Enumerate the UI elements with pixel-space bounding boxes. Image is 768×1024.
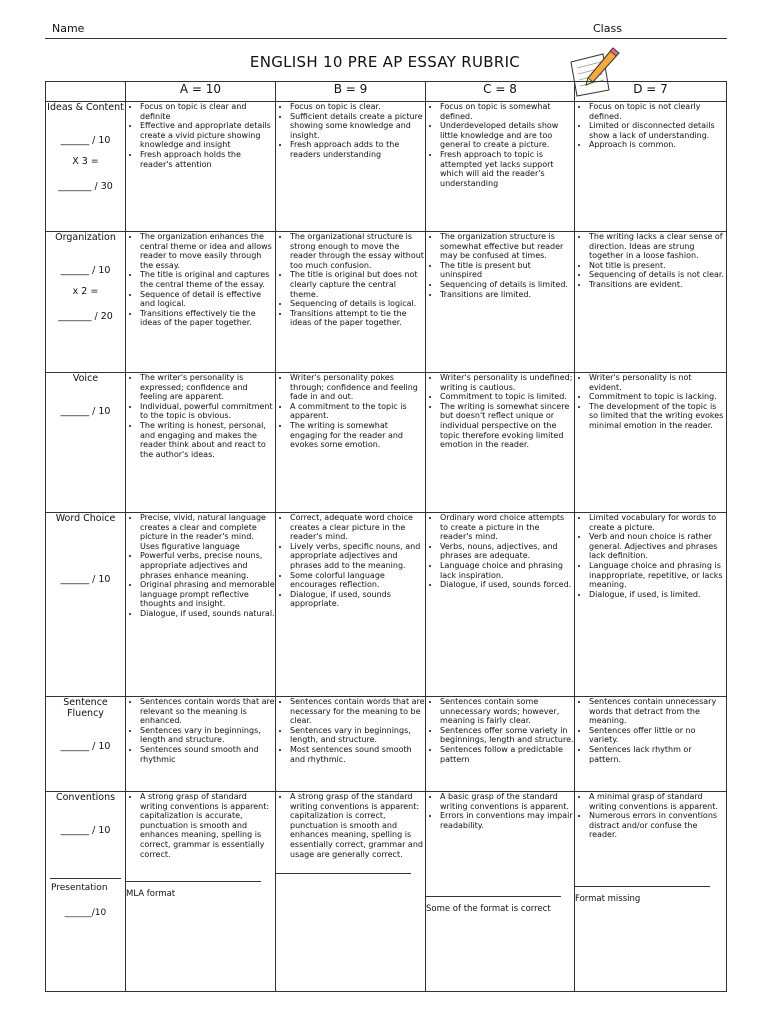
descriptor-bullet: • The development of the topic is so limited that the writing evokes minimal emotion in the reader. [589,402,726,431]
row-voice [46,373,727,513]
descriptor-bullet: • Powerful verbs, precise nouns, appropriate adjectives and phrases enhance meaning. [140,551,275,580]
descriptor-bullet: • Focus on topic is not clearly defined. [589,102,726,121]
descriptor-cell [426,373,575,513]
descriptor-bullet: • Ordinary word choice attempts to create a picture in the reader's mind. [440,513,574,542]
score-blank: ______ / 10 [60,574,111,585]
descriptor-cell [426,697,575,792]
descriptor-bullet: • Sequence of detail is effective and logical. [140,290,275,309]
descriptor-cell [575,232,727,373]
descriptor-bullet: • Fresh approach holds the reader's attention [140,150,275,169]
descriptor-bullet: • Sentences contain some unnecessary words; however, meaning is fairly clear. [440,697,574,726]
descriptor-bullet: • Transitions are evident. [589,280,726,290]
criterion-cell [46,792,126,992]
descriptor-bullet: • Sentences offer some variety in beginnings, length and structure. [440,726,574,745]
descriptor-cell [126,102,276,232]
descriptor-bullet: • A strong grasp of the standard writing conventions is apparent: capitalization is correct, punctuation is smooth and enhances meaning, spelling is essentially correct, grammar and usage are generally correct. [290,792,425,859]
score-blank: ______ / 10 [60,265,111,276]
row-organization [46,232,727,373]
descriptor-bullet: • The writer's personality is expressed; confidence and feeling are apparent. [140,373,275,402]
multiplier-label: X 3 = [72,156,99,167]
descriptor-bullet: • A commitment to the topic is apparent. [290,402,425,421]
format-rule [426,896,561,897]
descriptor-cell [276,792,426,992]
descriptor-cell [575,792,727,992]
descriptor-cell [575,102,727,232]
descriptor-bullet: • Limited vocabulary for words to create a picture. [589,513,726,532]
score-blank: ______ / 10 [60,741,111,752]
descriptor-cell [426,102,575,232]
descriptor-bullet: • Some colorful language encourages reflection. [290,571,425,590]
descriptor-bullet: • Limited or disconnected details show a lack of understanding. [589,121,726,140]
criterion-label: Voice [72,373,99,384]
descriptor-bullet: • Sentences sound smooth and rhythmic [140,745,275,764]
format-note: Format missing [575,893,641,904]
descriptor-bullet: • Sentences lack rhythm or pattern. [589,745,726,764]
descriptor-bullet: • A strong grasp of standard writing conventions is apparent: capitalization is accurate, punctuation is smooth and enhances meaning, spelling is correct, grammar is essentially correct. [140,792,275,859]
descriptor-bullet: • Individual, powerful commitment to the topic is obvious. [140,402,275,421]
descriptor-cell [126,697,276,792]
descriptor-bullet: • Precise, vivid, natural language creates a clear and complete picture in the reader's mind. Uses figurative language [140,513,275,551]
descriptor-bullet: • The title is original and captures the central theme of the essay. [140,270,275,289]
descriptor-cell [276,513,426,697]
presentation-divider [50,878,121,879]
score-blank: ______ / 10 [60,825,111,836]
rubric-table [45,81,727,992]
criterion-label: Ideas & Content [47,102,124,113]
score-blank: ______ / 10 [60,406,111,417]
descriptor-bullet: • The title is present but uninspired [440,261,574,280]
descriptor-cell [426,232,575,373]
descriptor-bullet: • Sentences contain unnecessary words that detract from the meaning. [589,697,726,726]
name-label: Name [52,22,85,35]
column-header-d: D = 7 [575,82,727,102]
descriptor-bullet: • Focus on topic is clear. [290,102,425,112]
descriptor-bullet: • Language choice and phrasing is inappropriate, repetitive, or lacks meaning. [589,561,726,590]
descriptor-cell [276,373,426,513]
presentation-label: Presentation [51,883,108,893]
descriptor-bullet: • Fresh approach to topic is attempted yet lacks support which will aid the reader's understanding [440,150,574,188]
descriptor-bullet: • Most sentences sound smooth and rhythmic. [290,745,425,764]
descriptor-bullet: • Sequencing of details is not clear. [589,270,726,280]
multiplier-label: x 2 = [72,286,99,297]
format-rule [575,886,710,887]
descriptor-bullet: • Errors in conventions may impair readability. [440,811,574,830]
descriptor-bullet: • A basic grasp of the standard writing conventions is apparent. [440,792,574,811]
descriptor-bullet: • Sequencing of details is logical. [290,299,425,309]
row-sentence-fluency [46,697,727,792]
descriptor-bullet: • Approach is common. [589,140,726,150]
descriptor-bullet: • A minimal grasp of standard writing conventions is apparent. [589,792,726,811]
column-header-a: A = 10 [126,82,276,102]
descriptor-bullet: • Focus on topic is somewhat defined. [440,102,574,121]
descriptor-bullet: • Sufficient details create a picture showing some knowledge and insight. [290,112,425,141]
presentation-score-blank: ______/10 [64,908,107,918]
criterion-label: Word Choice [55,513,116,524]
descriptor-cell [276,697,426,792]
descriptor-bullet: • Correct, adequate word choice creates a clear picture in the reader's mind. [290,513,425,542]
format-rule [126,881,261,882]
descriptor-bullet: • Dialogue, if used, is limited. [589,590,726,600]
descriptor-cell [126,373,276,513]
descriptor-bullet: • Dialogue, if used, sounds natural. [140,609,275,619]
descriptor-cell [126,513,276,697]
column-header-c: C = 8 [426,82,575,102]
descriptor-cell [276,102,426,232]
descriptor-cell [126,232,276,373]
criterion-cell [46,232,126,373]
criterion-label: Sentence Fluency [63,697,108,719]
descriptor-bullet: • Sentences vary in beginnings, length, and structure. [290,726,425,745]
descriptor-bullet: • The writing lacks a clear sense of direction. Ideas are strung together in a loose fashion. [589,232,726,261]
header-rule [45,38,727,39]
descriptor-bullet: • Original phrasing and memorable language prompt reflective thoughts and insight. [140,580,275,609]
descriptor-bullet: • Effective and appropriate details create a vivid picture showing knowledge and insight [140,121,275,150]
descriptor-bullet: • Dialogue, if used, sounds appropriate. [290,590,425,609]
descriptor-bullet: • The organizational structure is strong enough to move the reader through the essay without too much confusion. [290,232,425,270]
descriptor-bullet: • Transitions attempt to tie the ideas of the paper together. [290,309,425,328]
total-blank: _______ / 20 [58,311,113,322]
criterion-cell [46,373,126,513]
descriptor-bullet: • Transitions effectively tie the ideas of the paper together. [140,309,275,328]
criterion-label: Conventions [55,792,116,803]
descriptor-bullet: • Verb and noun choice is rather general. Adjectives and phrases lack definition. [589,532,726,561]
descriptor-bullet: • Not title is present. [589,261,726,271]
descriptor-bullet: • Writer's personality pokes through; confidence and feeling fade in and out. [290,373,425,402]
descriptor-bullet: • Lively verbs, specific nouns, and appropriate adjectives and phrases add to the meaning. [290,542,425,571]
descriptor-bullet: • Sentences contain words that are necessary for the meaning to be clear. [290,697,425,726]
score-blank: ______ / 10 [60,135,111,146]
descriptor-bullet: • Dialogue, if used, sounds forced. [440,580,574,590]
descriptor-cell [426,513,575,697]
descriptor-bullet: • The writing is somewhat engaging for the reader and evokes some emotion. [290,421,425,450]
row-ideas-content [46,102,727,232]
row-word-choice [46,513,727,697]
descriptor-bullet: • Numerous errors in conventions distract and/or confuse the reader. [589,811,726,840]
descriptor-bullet: • The organization structure is somewhat effective but reader may be confused at times. [440,232,574,261]
format-note: Some of the format is correct [426,904,551,915]
criterion-cell [46,102,126,232]
corner-cell [46,82,126,102]
format-rule [276,873,411,874]
descriptor-bullet: • Writer's personality is undefined; writing is cautious. [440,373,574,392]
row-conventions [46,792,727,992]
descriptor-bullet: • Transitions are limited. [440,290,574,300]
class-label: Class [593,22,622,35]
descriptor-bullet: • The title is original but does not clearly capture the central theme. [290,270,425,299]
criterion-cell [46,697,126,792]
descriptor-bullet: • Commitment to topic is lacking. [589,392,726,402]
descriptor-cell [426,792,575,992]
total-blank: _______ / 30 [58,181,113,192]
column-header-row [46,82,727,102]
descriptor-bullet: • Sentences follow a predictable pattern [440,745,574,764]
criterion-cell [46,513,126,697]
descriptor-cell [126,792,276,992]
descriptor-bullet: • Sentences contain words that are relevant so the meaning is enhanced. [140,697,275,726]
descriptor-bullet: • Verbs, nouns, adjectives, and phrases are adequate. [440,542,574,561]
descriptor-bullet: • Underdeveloped details show little knowledge and are too general to create a picture. [440,121,574,150]
descriptor-bullet: • Writer's personality is not evident. [589,373,726,392]
descriptor-bullet: • Sentences offer little or no variety. [589,726,726,745]
descriptor-bullet: • Commitment to topic is limited. [440,392,574,402]
descriptor-cell [575,373,727,513]
descriptor-bullet: • Language choice and phrasing lack inspiration. [440,561,574,580]
page-title: ENGLISH 10 PRE AP ESSAY RUBRIC [249,53,521,71]
descriptor-bullet: • The writing is honest, personal, and engaging and makes the reader think about and react to the author's ideas. [140,421,275,459]
descriptor-bullet: • Sequencing of details is limited. [440,280,574,290]
criterion-label: Organization [55,232,116,243]
format-note: MLA format [126,889,176,900]
descriptor-bullet: • The organization enhances the central theme or idea and allows reader to move easily through the essay. [140,232,275,270]
descriptor-cell [575,697,727,792]
descriptor-bullet: • The writing is somewhat sincere but doesn't reflect unique or individual perspective on the topic therefore evoking limited emotion in the reader. [440,402,574,450]
descriptor-bullet: • Focus on topic is clear and definite [140,102,275,121]
descriptor-bullet: • Fresh approach adds to the readers understanding [290,140,425,159]
descriptor-bullet: • Sentences vary in beginnings, length and structure. [140,726,275,745]
column-header-b: B = 9 [276,82,426,102]
descriptor-cell [276,232,426,373]
descriptor-cell [575,513,727,697]
